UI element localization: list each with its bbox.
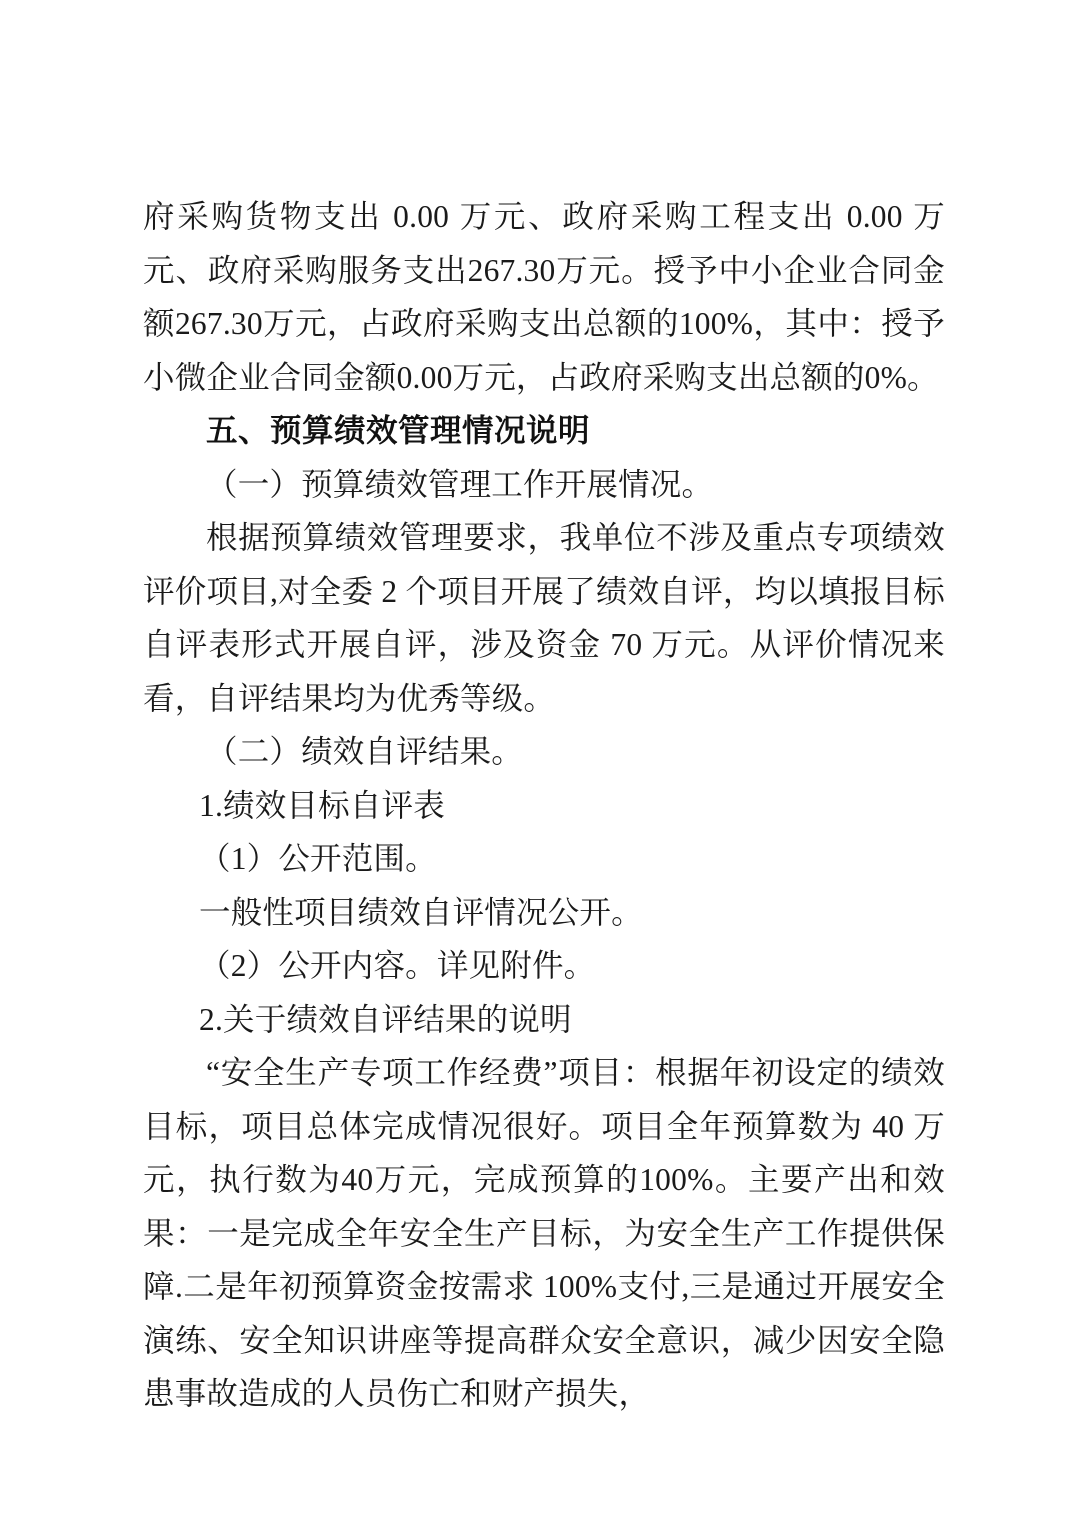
subsection-heading-two: （二）绩效自评结果。 — [206, 734, 524, 769]
list-item-2-heading: 2.关于绩效自评结果的说明 — [199, 1001, 572, 1037]
section-heading-five: 五、预算绩效管理情况说明 — [206, 412, 591, 448]
paragraph-performance-overview: 根据预算绩效管理要求，我单位不涉及重点专项绩效评价项目,对全委 2 个项目开展了绩效自评，均以填报目标自评表形式开展自评，涉及资金 70 万元。从评价情况来看，自评结果均为优秀等级。 — [143, 520, 945, 716]
paragraph-safety-project-detail: “安全生产专项工作经费”项目：根据年初设定的绩效目标，项目总体完成情况很好。项目全年预算数为 40 万元，执行数为40万元，完成预算的100%。主要产出和效果：一是完成全年安全生产目标，为安全生产工作提供保障.二是年初预算资金按需求 100%支付,三是通过开展安全演练、安全知识讲座等提高群众安全意识，减少因安全隐患事故造成的人员伤亡和财产损失， — [143, 1055, 945, 1411]
document-body — [143, 190, 945, 1421]
list-item-1-2-content: （2）公开内容。详见附件。 — [199, 948, 596, 983]
list-item-1-1-scope: （1）公开范围。 — [199, 841, 437, 876]
paragraph-procurement-continued: 府采购货物支出 0.00 万元、政府采购工程支出 0.00 万元、政府采购服务支出267.30万元。授予中小企业合同金额267.30万元，占政府采购支出总额的100%，其中：授予小微企业合同金额0.00万元，占政府采购支出总额的0%。 — [143, 199, 945, 395]
subsection-heading-one: （一）预算绩效管理工作开展情况。 — [206, 466, 714, 502]
list-item-1-1-scope-body: 一般性项目绩效自评情况公开。 — [199, 894, 643, 930]
list-item-1-heading: 1.绩效目标自评表 — [199, 787, 445, 823]
